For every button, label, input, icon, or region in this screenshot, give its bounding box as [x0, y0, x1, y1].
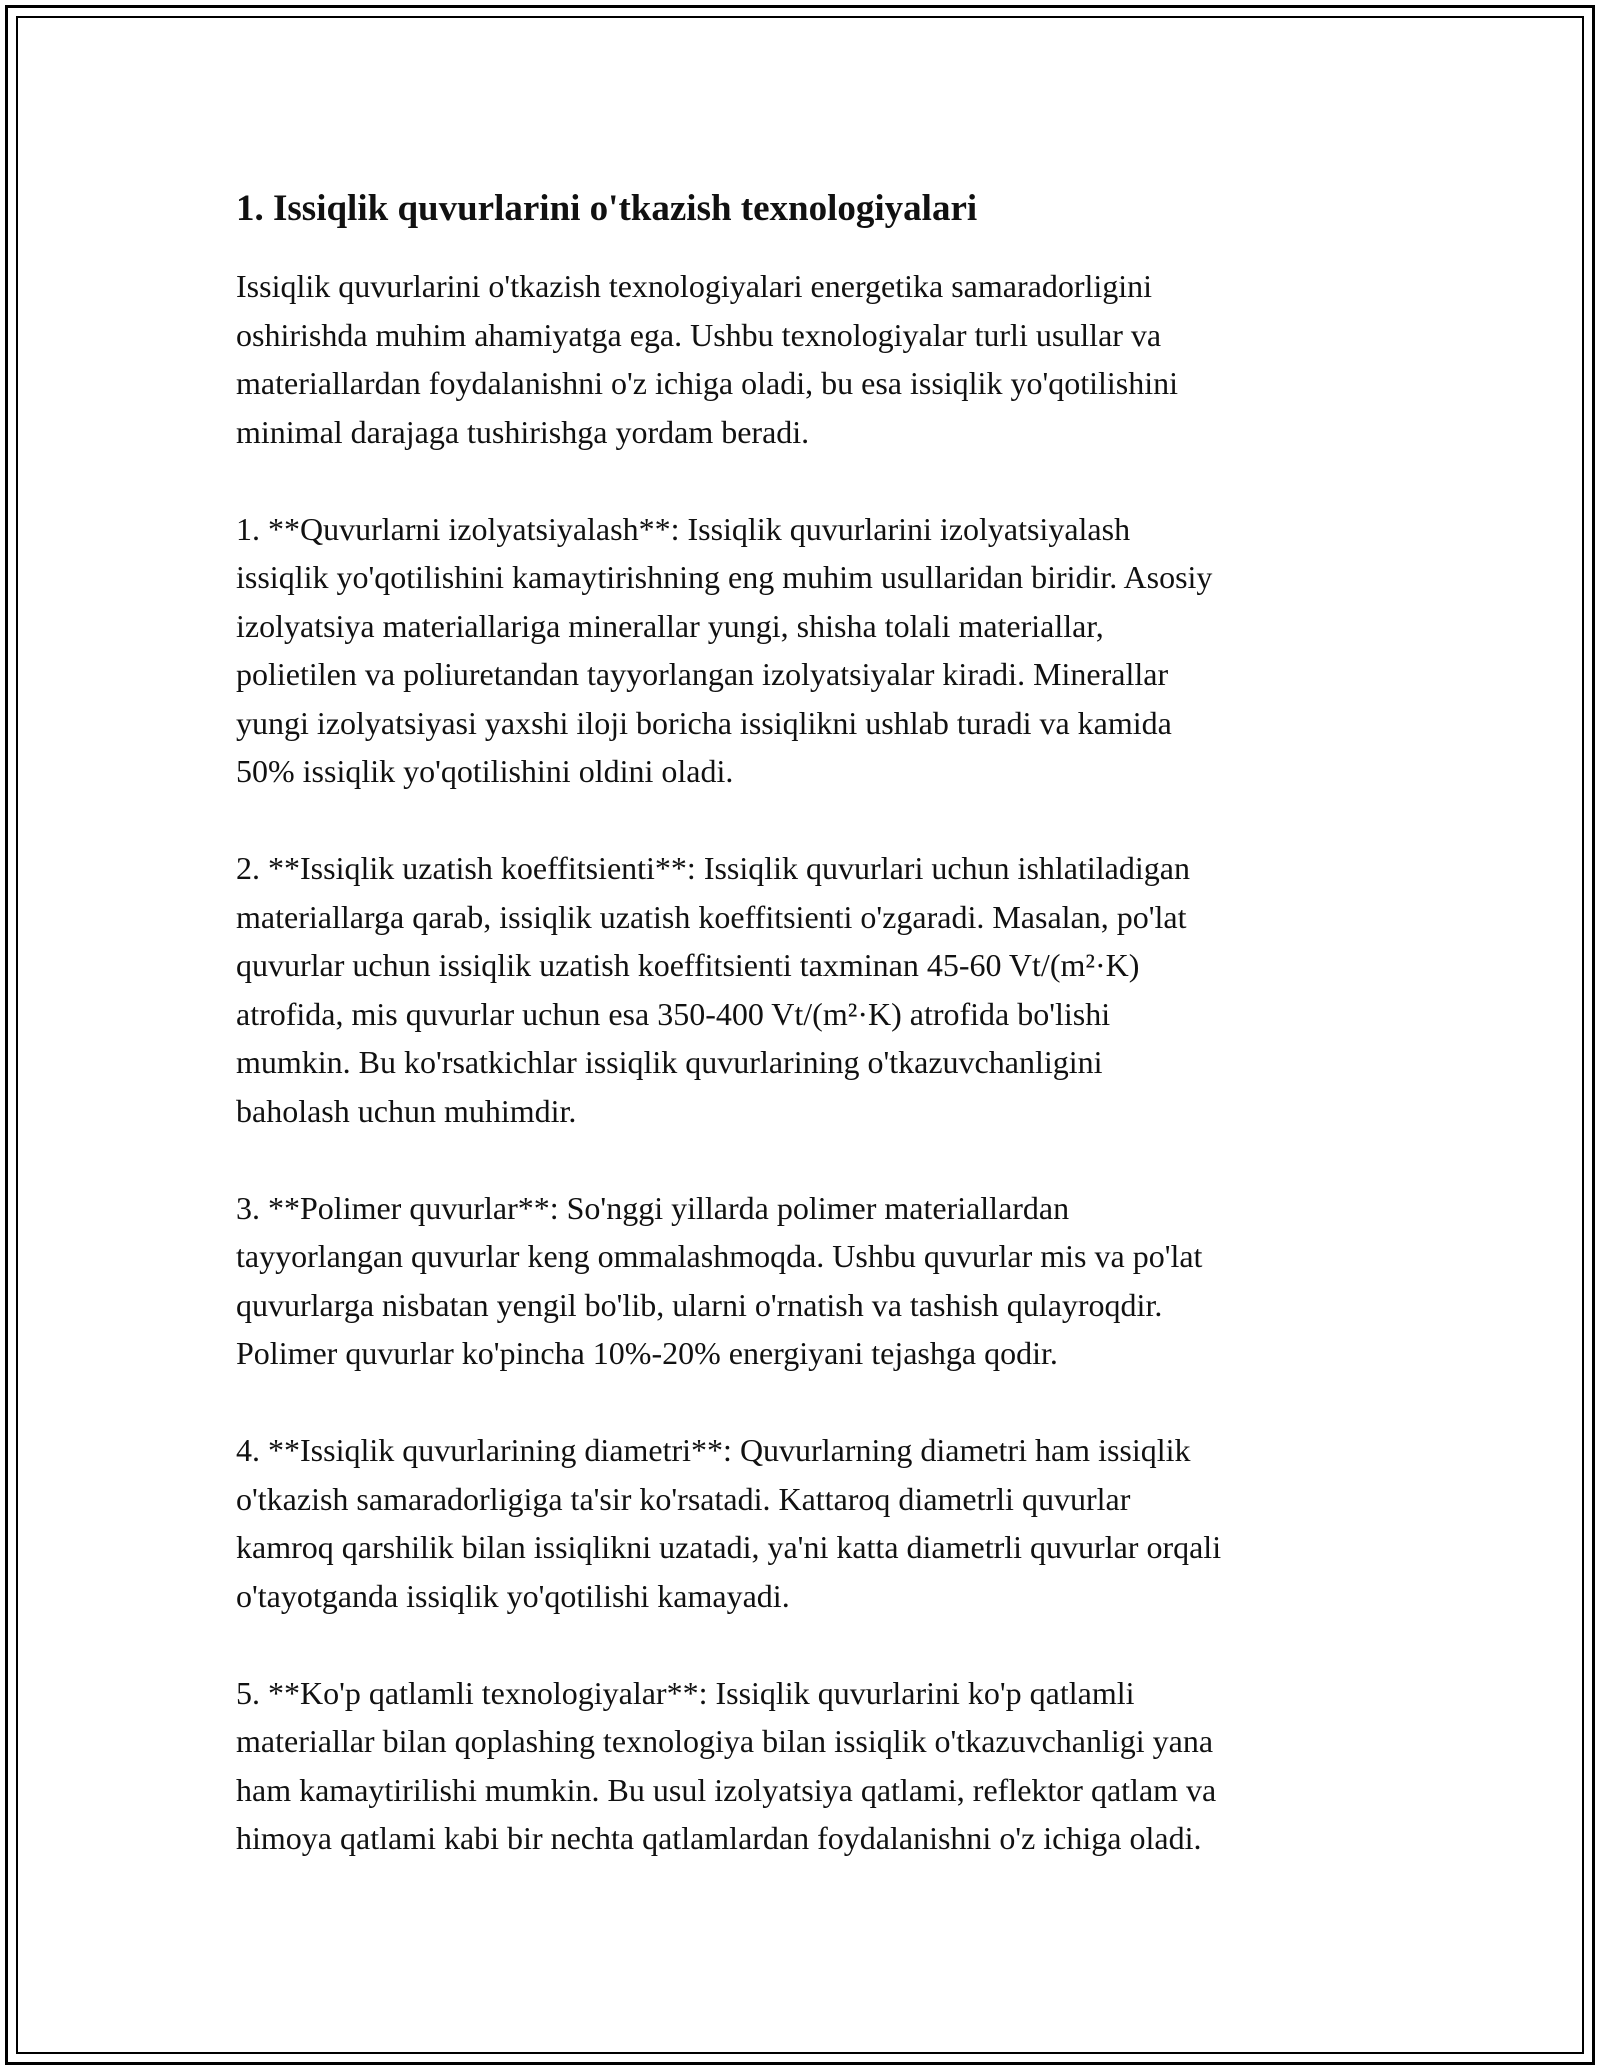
paragraph-spacer: [236, 1378, 1376, 1427]
paragraph-spacer: [236, 456, 1376, 505]
list-item-pipe-diameter: 4. **Issiqlik quvurlarining diametri**: Quvurlarning diametri ham issiqlik o'tkazish samaradorligiga ta'sir ko'rsatadi. Kattaroq diametrli quvurlar kamroq qarshilik bilan issiqlikni uzatadi, ya'ni katta diametrli quvurlar orqali o'tayotganda issiqlik yo'qotilishi kamayadi.: [236, 1432, 1222, 1614]
document-body: [236, 186, 1376, 1863]
intro-paragraph: Issiqlik quvurlarini o'tkazish texnologiyalari energetika samaradorligini oshirishda muhim ahamiyatga ega. Ushbu texnologiyalar turli usullar va materiallardan foydalanishni o'z ichiga oladi, bu esa issiqlik yo'qotilishini minimal darajaga tushirishga yordam beradi.: [236, 268, 1178, 450]
list-item-multilayer: 5. **Ko'p qatlamli texnologiyalar**: Issiqlik quvurlarini ko'p qatlamli materiallar bilan qoplashing texnologiya bilan issiqlik o'tkazuvchanligi yana ham kamaytirilishi mumkin. Bu usul izolyatsiya qatlami, reflektor qatlam va himoya qatlami kabi bir nechta qatlamlardan foydalanishni o'z ichiga oladi.: [236, 1674, 1217, 1857]
document-title: 1. Issiqlik quvurlarini o'tkazish texnologiyalari: [236, 188, 978, 229]
paragraph-spacer: [236, 1135, 1376, 1184]
paragraph-spacer: [236, 796, 1376, 845]
list-item-insulation: 1. **Quvurlarni izolyatsiyalash**: Issiqlik quvurlarini izolyatsiyalash issiqlik yo'qotilishini kamaytirishning eng muhim usullaridan biridir. Asosiy izolyatsiya materiallariga minerallar yungi, shisha tolali materiallar, polietilen va poliuretandan tayyorlangan izolyatsiyalar kiradi. Minerallar yungi izolyatsiyasi yaxshi iloji boricha issiqlikni ushlab turadi va kamida 50% issiqlik yo'qotilishini oldini oladi.: [236, 510, 1213, 790]
list-item-polymer-pipes: 3. **Polimer quvurlar**: So'nggi yillarda polimer materiallardan tayyorlangan quvurlar keng ommalashmoqda. Ushbu quvurlar mis va po'lat quvurlarga nisbatan yengil bo'lib, ularni o'rnatish va tashish qulayroqdir. Polimer quvurlar ko'pincha 10%-20% energiyani tejashga qodir.: [236, 1189, 1203, 1372]
list-item-heat-transfer: 2. **Issiqlik uzatish koeffitsienti**: Issiqlik quvurlari uchun ishlatiladigan materiallarga qarab, issiqlik uzatish koeffitsienti o'zgaradi. Masalan, po'lat quvurlar uchun issiqlik uzatish koeffitsienti taxminan 45-60 Vt/(m²·K) atrofida, mis quvurlar uchun esa 350-400 Vt/(m²·K) atrofida bo'lishi mumkin. Bu ko'rsatkichlar issiqlik quvurlarining o'tkazuvchanligini baholash uchun muhimdir.: [236, 850, 1190, 1129]
paragraph-spacer: [236, 1620, 1376, 1669]
